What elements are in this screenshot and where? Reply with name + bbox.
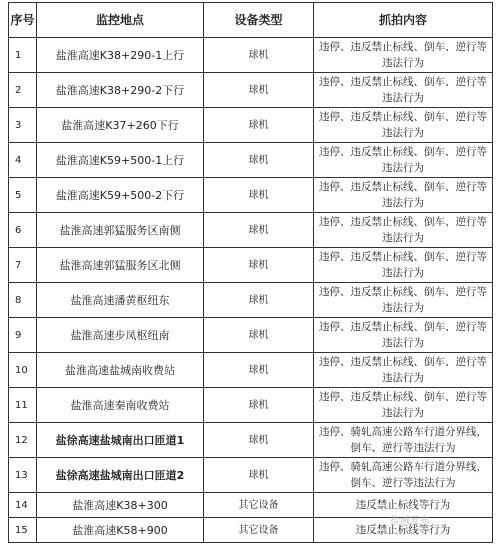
row-number: 14 bbox=[9, 493, 37, 518]
row-device-type: 球机 bbox=[204, 178, 314, 213]
row-location: 盐淮高速盐城南收费站 bbox=[37, 353, 204, 388]
monitoring-table bbox=[8, 2, 493, 543]
row-capture-content: 违停、违反禁止标线、倒车、逆行等违法行为 bbox=[314, 73, 493, 108]
row-capture-content: 违停、骑轧高速公路车行道分界线，倒车、逆行等违法行为 bbox=[314, 423, 493, 458]
table-row bbox=[9, 213, 493, 248]
row-location: 盐淮高速K38+290-2下行 bbox=[37, 73, 204, 108]
row-number: 3 bbox=[9, 108, 37, 143]
row-capture-content: 违停、违反禁止标线、倒车、逆行等违法行为 bbox=[314, 388, 493, 423]
row-location: 盐淮高速K37+260下行 bbox=[37, 108, 204, 143]
row-location: 盐淮高速K58+900 bbox=[37, 518, 204, 543]
row-number: 9 bbox=[9, 318, 37, 353]
row-location: 盐淮高速秦南收费站 bbox=[37, 388, 204, 423]
row-device-type: 其它设备 bbox=[204, 493, 314, 518]
row-location: 盐淮高速郭猛服务区北侧 bbox=[37, 248, 204, 283]
row-capture-content: 违停、违反禁止标线、倒车、逆行等违法行为 bbox=[314, 108, 493, 143]
row-capture-content: 违停、违反禁止标线、倒车、逆行等违法行为 bbox=[314, 318, 493, 353]
row-device-type: 球机 bbox=[204, 38, 314, 73]
row-device-type: 球机 bbox=[204, 248, 314, 283]
row-number: 7 bbox=[9, 248, 37, 283]
row-capture-content: 违停、违反禁止标线、倒车、逆行等违法行为 bbox=[314, 143, 493, 178]
header-device-type: 设备类型 bbox=[204, 3, 314, 38]
row-number: 2 bbox=[9, 73, 37, 108]
row-capture-content: 违反禁止标线等行为 bbox=[314, 518, 493, 543]
row-location: 盐淮高速K38+290-1上行 bbox=[37, 38, 204, 73]
row-number: 5 bbox=[9, 178, 37, 213]
row-number: 8 bbox=[9, 283, 37, 318]
table-row bbox=[9, 38, 493, 73]
row-device-type: 球机 bbox=[204, 73, 314, 108]
row-number: 15 bbox=[9, 518, 37, 543]
row-number: 12 bbox=[9, 423, 37, 458]
row-location: 盐淮高速步凤枢纽南 bbox=[37, 318, 204, 353]
table-row bbox=[9, 283, 493, 318]
header-capture-content: 抓拍内容 bbox=[314, 3, 493, 38]
row-device-type: 球机 bbox=[204, 283, 314, 318]
row-device-type: 球机 bbox=[204, 213, 314, 248]
row-location: 盐徐高速盐城南出口匝道1 bbox=[37, 423, 204, 458]
table-row bbox=[9, 143, 493, 178]
row-number: 1 bbox=[9, 38, 37, 73]
row-number: 13 bbox=[9, 458, 37, 493]
row-device-type: 球机 bbox=[204, 318, 314, 353]
row-capture-content: 违停、违反禁止标线、倒车、逆行等违法行为 bbox=[314, 248, 493, 283]
table-row bbox=[9, 353, 493, 388]
row-number: 11 bbox=[9, 388, 37, 423]
row-device-type: 其它设备 bbox=[204, 518, 314, 543]
row-device-type: 球机 bbox=[204, 423, 314, 458]
row-location: 盐淮高速K59+500-1上行 bbox=[37, 143, 204, 178]
row-number: 4 bbox=[9, 143, 37, 178]
table-row bbox=[9, 388, 493, 423]
table-row bbox=[9, 248, 493, 283]
row-capture-content: 违停、违反禁止标线、倒车、逆行等违法行为 bbox=[314, 283, 493, 318]
row-number: 10 bbox=[9, 353, 37, 388]
row-capture-content: 违停、违反禁止标线、倒车、逆行等违法行为 bbox=[314, 353, 493, 388]
watermark: 盐城发布 bbox=[390, 516, 430, 527]
row-device-type: 球机 bbox=[204, 143, 314, 178]
row-capture-content: 违停、违反禁止标线、倒车、逆行等违法行为 bbox=[314, 178, 493, 213]
row-device-type: 球机 bbox=[204, 353, 314, 388]
row-capture-content: 违停、骑轧高速公路车行道分界线，倒车、逆行等违法行为 bbox=[314, 458, 493, 493]
table-row bbox=[9, 73, 493, 108]
row-location: 盐淮高速K59+500-2下行 bbox=[37, 178, 204, 213]
table-row bbox=[9, 178, 493, 213]
header-no: 序号 bbox=[9, 3, 37, 38]
table-row bbox=[9, 458, 493, 493]
table-row bbox=[9, 423, 493, 458]
table-header-row bbox=[9, 3, 493, 38]
row-location: 盐淮高速郭猛服务区南侧 bbox=[37, 213, 204, 248]
row-number: 6 bbox=[9, 213, 37, 248]
row-device-type: 球机 bbox=[204, 108, 314, 143]
row-location: 盐淮高速K38+300 bbox=[37, 493, 204, 518]
row-device-type: 球机 bbox=[204, 388, 314, 423]
header-location: 监控地点 bbox=[37, 3, 204, 38]
table-row bbox=[9, 108, 493, 143]
row-device-type: 球机 bbox=[204, 458, 314, 493]
row-capture-content: 违停、违反禁止标线、倒车、逆行等违法行为 bbox=[314, 213, 493, 248]
row-capture-content: 违停、违反禁止标线、倒车、逆行等违法行为 bbox=[314, 38, 493, 73]
table-row bbox=[9, 318, 493, 353]
row-location: 盐徐高速盐城南出口匝道2 bbox=[37, 458, 204, 493]
row-location: 盐淮高速潘黄枢纽东 bbox=[37, 283, 204, 318]
row-capture-content: 违反禁止标线等行为 bbox=[314, 493, 493, 518]
